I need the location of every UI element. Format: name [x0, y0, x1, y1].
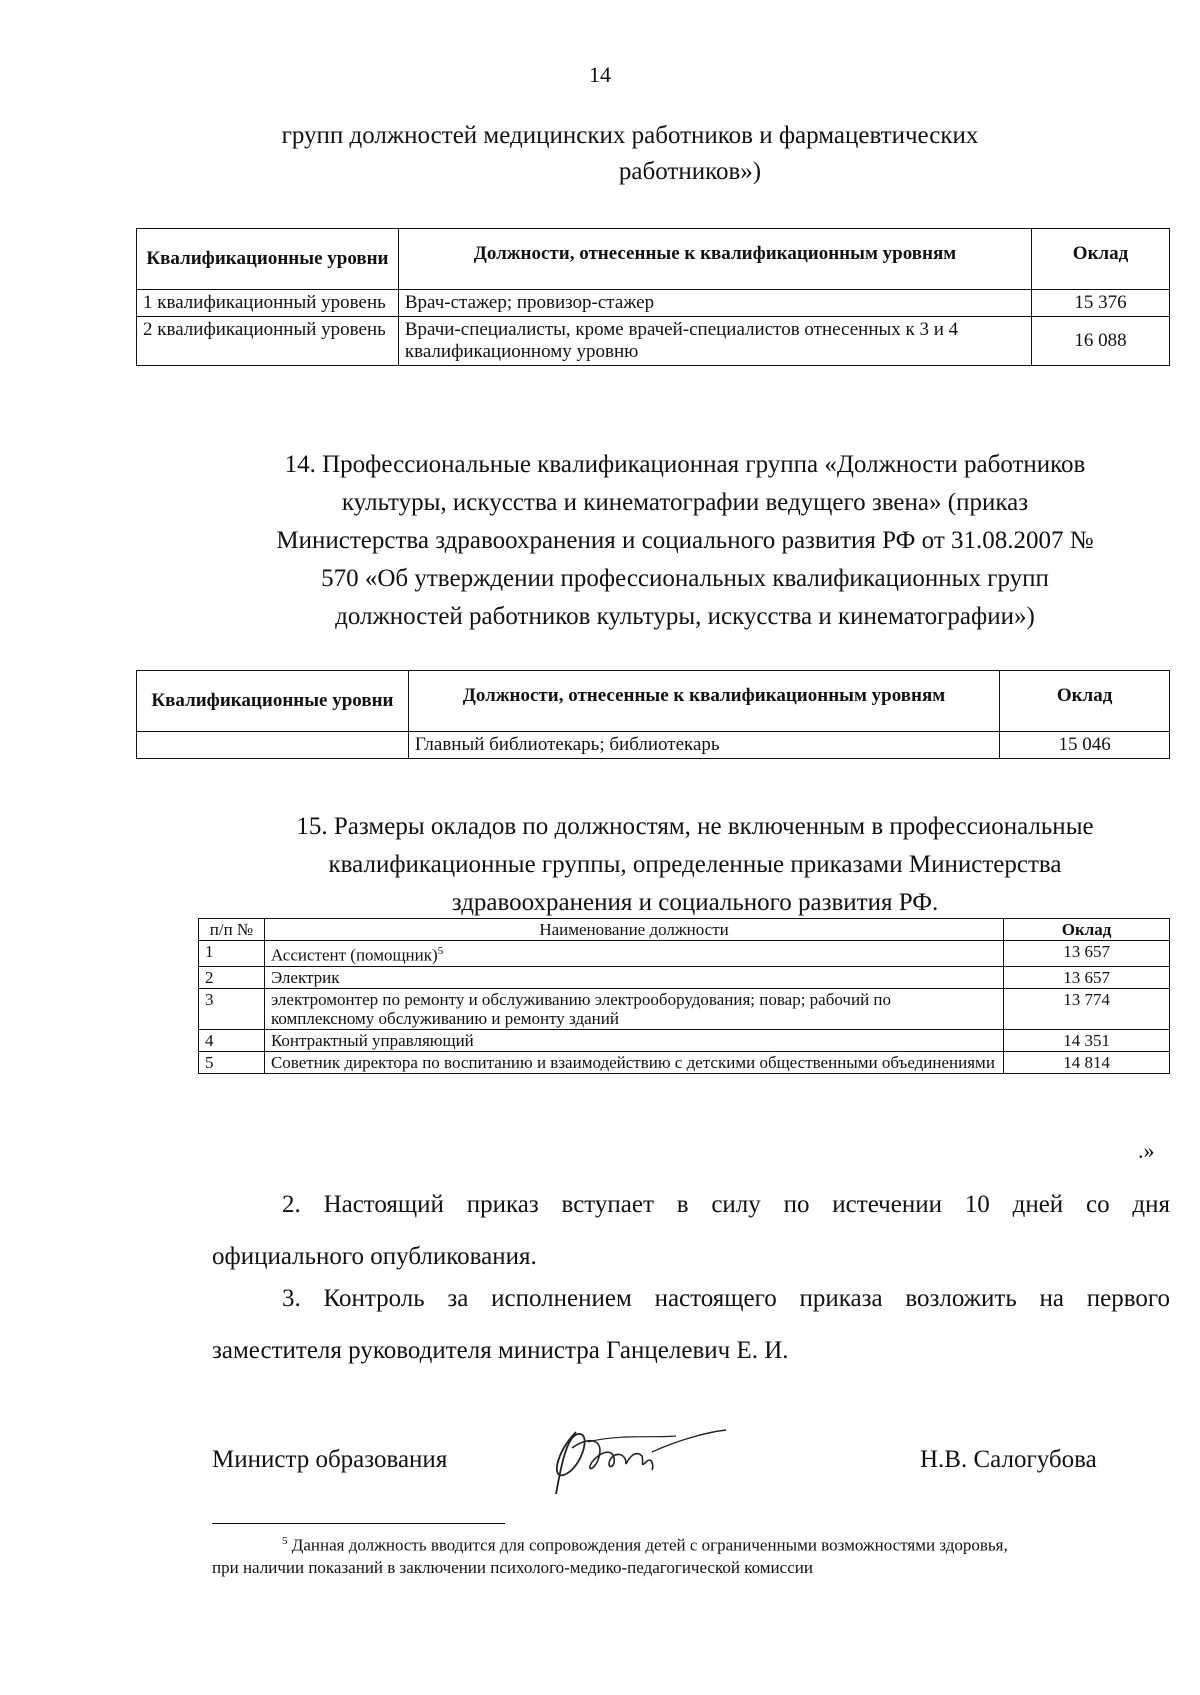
table-row [199, 966, 1170, 988]
position-cell: Главный библиотекарь; библиотекарь [408, 732, 999, 759]
number-cell: 3 [199, 988, 265, 1029]
number-cell: 1 [199, 941, 265, 967]
salary-cell: 14 814 [1004, 1051, 1170, 1073]
table-row [199, 941, 1170, 967]
position-name-text: Ассистент (помощник) [270, 945, 438, 965]
table-header-row [137, 229, 1170, 290]
position-name-cell [264, 941, 1003, 967]
footnote-mark: 5 [282, 1535, 288, 1547]
level-cell: 2 квалификационный уровень [137, 317, 399, 366]
section-14-line: культуры, искусства и кинематографии ведущего звена» (приказ [341, 489, 1029, 516]
table-header-row [137, 671, 1170, 732]
column-header-salary: Оклад [1004, 919, 1170, 941]
position-name-cell: Электрик [264, 966, 1003, 988]
level-cell: 1 квалификационный уровень [137, 290, 399, 317]
intro-line-1: групп должностей медицинских работников и фармацевтических [281, 122, 979, 149]
table-row [199, 1051, 1170, 1073]
section-14-line: Министерства здравоохранения и социального развития РФ от 31.08.2007 № [276, 527, 1094, 554]
column-header-levels: Квалификационные уровни [137, 671, 409, 732]
column-header-position-name: Наименование должности [264, 919, 1003, 941]
section-14-line: должностей работников культуры, искусства и кинематографии») [335, 603, 1035, 630]
column-header-positions: Должности, отнесенные к квалификационным уровням [408, 671, 999, 732]
salary-cell: 16 088 [1032, 317, 1170, 366]
salary-cell: 15 376 [1032, 290, 1170, 317]
section-14-line: 570 «Об утверждении профессиональных квалификационных групп [321, 565, 1049, 592]
section-15-heading [220, 808, 1170, 922]
salary-cell: 15 046 [1000, 732, 1170, 759]
footnote-text-1: Данная должность вводится для сопровождения детей с ограниченными возможностями здоровья, [291, 1535, 1008, 1555]
table-row [199, 988, 1170, 1029]
number-cell: 5 [199, 1051, 265, 1073]
table-row [137, 290, 1170, 317]
column-header-salary: Оклад [1032, 229, 1170, 290]
closing-quote: .» [1138, 1138, 1155, 1163]
salary-cell: 13 657 [1004, 966, 1170, 988]
table-row [137, 732, 1170, 759]
position-name-cell: Советник директора по воспитанию и взаимодействию с детскими общественными объединениями [264, 1051, 1003, 1073]
paragraph-3-line-1: 3. Контроль за исполнением настоящего приказа возложить на первого [282, 1285, 1170, 1312]
footnote-reference[interactable]: 5 [437, 945, 444, 957]
paragraph-2-line-1: 2. Настоящий приказ вступает в силу по истечении 10 дней со дня [282, 1191, 1170, 1218]
position-cell: Врачи-специалисты, кроме врачей-специалистов отнесенных к 3 и 4 квалификационному уровню [398, 317, 1031, 366]
column-header-positions: Должности, отнесенные к квалификационным уровням [398, 229, 1031, 290]
signer-position: Министр образования [212, 1446, 448, 1473]
position-cell: Врач-стажер; провизор-стажер [398, 290, 1031, 317]
intro-line-2: работников») [618, 158, 762, 185]
position-name-cell: электромонтер по ремонту и обслуживанию электрооборудования; повар; рабочий по комплексному обслуживанию и ремонту зданий [264, 988, 1003, 1029]
section-14-line: 14. Профессиональные квалификационная группа «Должности работников [284, 451, 1086, 478]
medical-salary-table [136, 228, 1170, 366]
culture-salary-table [136, 670, 1170, 759]
paragraph-3 [212, 1284, 1170, 1366]
level-cell [137, 732, 409, 759]
table-header-row [199, 919, 1170, 941]
section-15-line: квалификационные группы, определенные приказами Министерства [328, 851, 1062, 878]
number-cell: 4 [199, 1029, 265, 1051]
salary-cell: 13 657 [1004, 941, 1170, 967]
section-15-line: 15. Размеры окладов по должностям, не включенным в профессиональные [296, 813, 1094, 840]
column-header-levels: Квалификационные уровни [137, 229, 399, 290]
intro-heading [180, 118, 1080, 190]
salary-cell: 14 351 [1004, 1029, 1170, 1051]
other-positions-table [198, 918, 1170, 1074]
handwritten-signature [548, 1412, 728, 1502]
number-cell: 2 [199, 966, 265, 988]
footnote-line-1 [212, 1530, 1170, 1557]
section-14-heading [200, 446, 1170, 636]
position-name-cell: Контрактный управляющий [264, 1029, 1003, 1051]
table-row [199, 1029, 1170, 1051]
page-number: 14 [589, 62, 611, 87]
paragraph-2 [212, 1190, 1170, 1272]
signer-name: Н.В. Салогубова [920, 1446, 1097, 1473]
section-15-line: здравоохранения и социального развития РФ. [451, 889, 939, 916]
footnote [212, 1530, 1170, 1579]
salary-cell: 13 774 [1004, 988, 1170, 1029]
paragraph-3-line-2: заместителя руководителя министра Ганцелевич Е. И. [212, 1337, 789, 1364]
footnote-line-2: при наличии показаний в заключении психолого-медико-педагогической комиссии [212, 1557, 813, 1577]
table-row [137, 317, 1170, 366]
footnote-divider [212, 1523, 505, 1524]
column-header-number: п/п № [199, 919, 265, 941]
paragraph-2-line-2: официального опубликования. [212, 1243, 537, 1270]
column-header-salary: Оклад [1000, 671, 1170, 732]
